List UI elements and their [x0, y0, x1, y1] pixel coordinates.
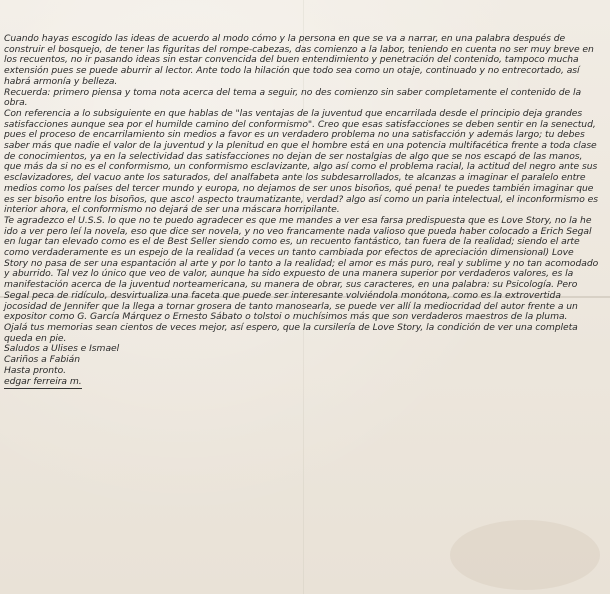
paragraph-memorias: Ojalá tus memorias sean cientos de veces mejor, así espero, que la cursilería de Love Story, la condición de ver una completa queda en pie.: [4, 321, 578, 344]
paragraph-conformismo: Con referencia a lo subsiguiente en que hablas de "las ventajas de la juventud que encarrilada desde el principio deja grandes satisfacciones aunque sea por el humilde camino del conformismo". Creo que esas satisfacciones se deben sentir en la senectud, pues el proceso de encarrilamiento sin medios a favor es un verdadero problema no una satisfacción y además largo; tu debes saber más que nadie el valor de la juventud y la plenitud en que el hombre está en una potencia multifacética frente a toda clase de conocimientos, ya en la selectividad das satisfacciones no dejan de ser nostalgias de algo que se nos escapó de las manos, que más da si no es el conformismo, un conformismo esclavizante, algo así como el problema racial, la actitud del negro ante sus esclavizadores, del vacuo ante los saturados, del analfabeta ante los subdesarrollados, te alcanzas a imaginar el paralelo entre medios como los países del tercer mundo y europa, no dejamos de ser unos bisoños, qué pena! te puedes también imaginar que es ser bisoño entre los bisoños, que asco! aspecto traumatizante, verdad? algo así como un paria intelectual, el inconformismo es interior ahora, el conformismo no dejará de ser una máscara horripilante.: [4, 107, 598, 216]
paper-stain: [450, 520, 600, 590]
signature: edgar ferreira m.: [4, 377, 82, 390]
letter-body: [4, 34, 600, 389]
paragraph-love-story: Te agradezco el U.S.S. lo que no te puedo agradecer es que me mandes a ver esa farsa predispuesta que es Love Story, no la he ido a ver pero leí la novela, eso que dice ser novela, y no veo francamente nada valioso que pueda haber colocado a Erich Segal en lugar tan elevado como es el de Best Seller siendo como es, un recuento fantástico, tan fuera de la realidad; siendo el arte como verdaderamente es un espejo de la realidad (a veces un tanto cambiada por efectos de apreciación dimensional) Love Story no pasa de ser una espantación al arte y por lo tanto a la realidad; el amor es más puro, real y sublime y no tan acomodado y aburrido. Tal vez lo único que veo de valor, aunque ha sido expuesto de una manera superior por verdaderos valores, es la manifestación acerca de la juventud norteamericana, su manera de obrar, sus caracteres, en una palabra: su Psicología. Pero Segal peca de ridículo, desvirtualiza una faceta que puede ser interesante volviéndola monótona, como es la extrovertida jocosidad de Jennifer que la llega a tornar grosera de tanto manosearla, se puede ver allí la mediocridad del autor frente a un expositor como G. García Márquez o Ernesto Sábato o tolstoi o muchísimos más que son verdaderos maestros de la pluma.: [4, 214, 599, 323]
closing-line-carinos: Cariños a Fabián: [4, 354, 81, 366]
closing-line-saludos: Saludos a Ulises e Ismael: [4, 343, 120, 355]
closing-line-hasta-pronto: Hasta pronto.: [4, 364, 67, 376]
paragraph-recuerda: Recuerda: primero piensa y toma nota acerca del tema a seguir, no des comienzo sin saber completamente el contenido de la obra.: [4, 86, 582, 109]
paragraph-bosquejo: Cuando hayas escogido las ideas de acuerdo al modo cómo y la persona en que se va a narrar, en una palabra después de construir el bosquejo, de tener las figuritas del rompe-cabezas, das comienzo a la labor, teniendo en cuenta no ser muy breve en los recuentos, no ir pasando ideas sin estar convencida del buen entendimiento y penetración del contenido, tampoco mucha extensión pues se puede aburrir al lector. Ante todo la hilación que todo sea como un otaje, continuado y no entrecortado, así habrá armonía y belleza.: [4, 33, 594, 87]
